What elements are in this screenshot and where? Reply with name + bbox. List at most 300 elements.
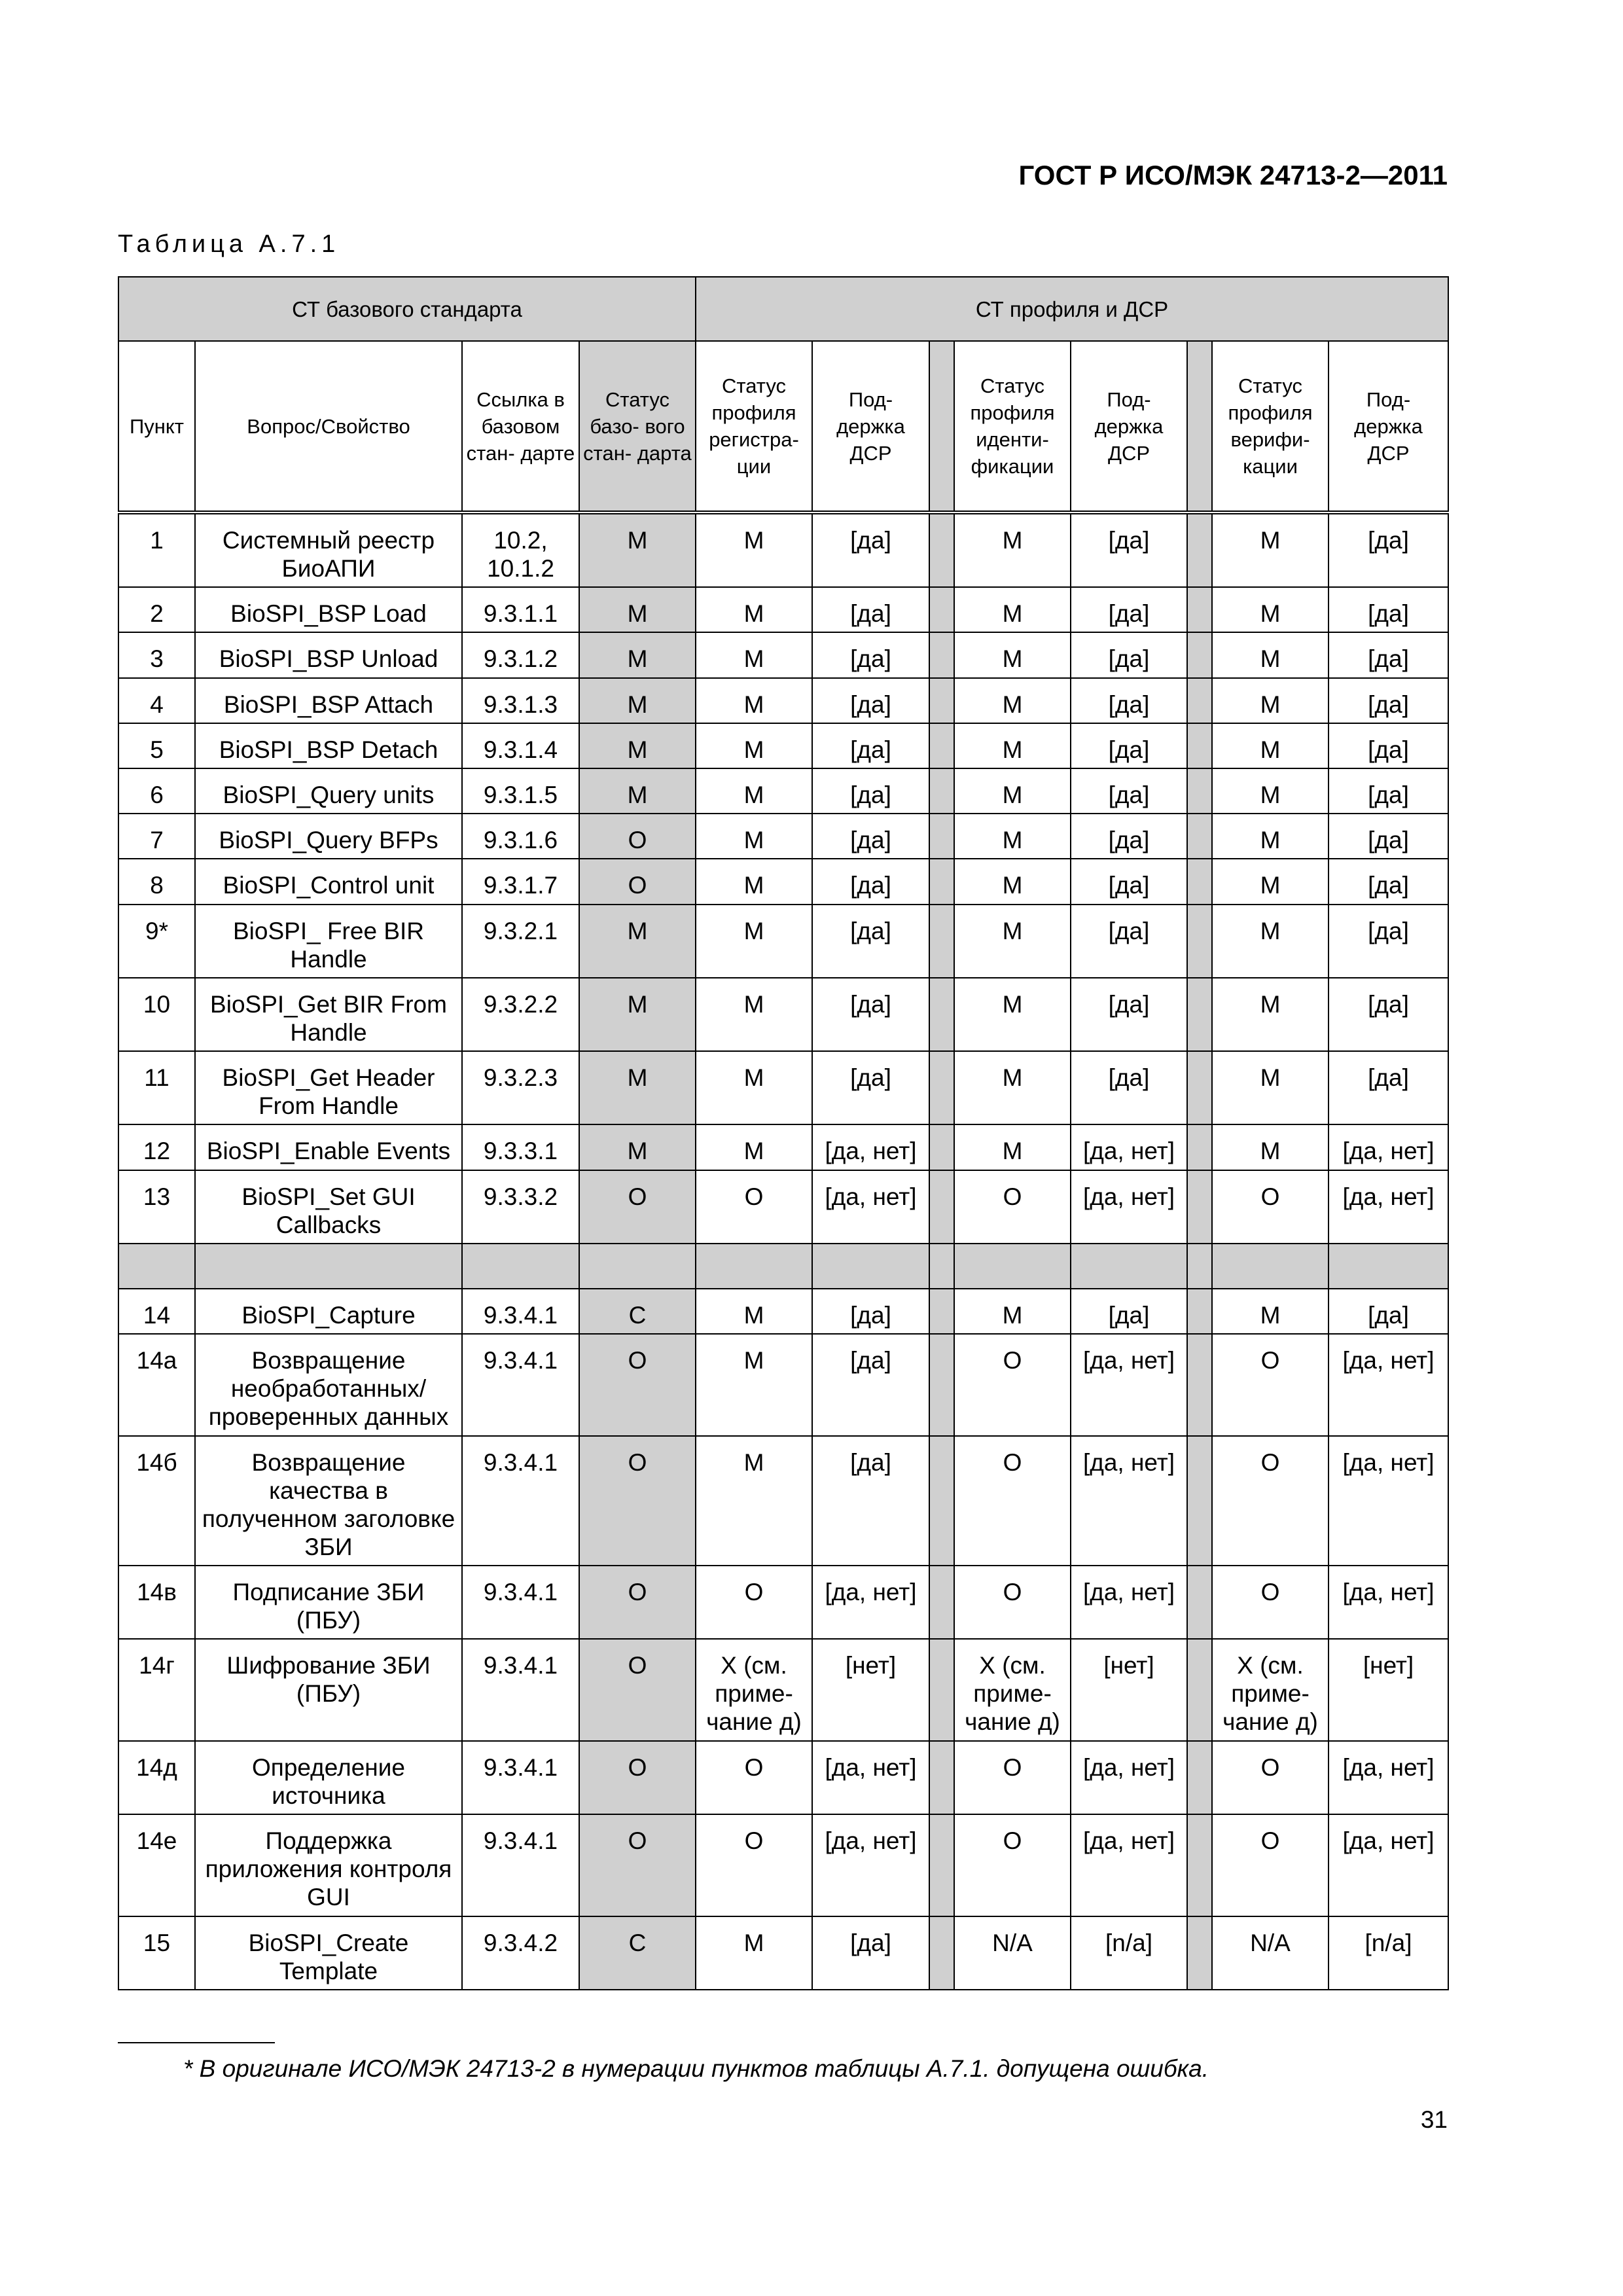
cell-spacer: [929, 1436, 954, 1566]
cell-registration-support: [да]: [812, 978, 929, 1051]
table-row: [118, 1566, 1448, 1639]
cell-verification-support: [да, нет]: [1329, 1170, 1448, 1244]
cell-spacer: [1187, 1051, 1212, 1124]
cell-reference: 9.3.1.6: [462, 814, 579, 859]
cell-spacer: [929, 1051, 954, 1124]
cell-question: BioSPI_BSP Load: [195, 587, 462, 632]
cell-spacer: [929, 1916, 954, 1990]
cell-base-status: [579, 1244, 696, 1289]
cell-spacer: [1187, 512, 1212, 587]
cell-verification-status: O: [1212, 1170, 1329, 1244]
cell-registration-status: M: [696, 1334, 812, 1435]
cell-spacer: [1187, 1436, 1212, 1566]
cell-registration-support: [да]: [812, 768, 929, 814]
cell-identification-status: M: [954, 859, 1071, 904]
cell-reference: 9.3.4.1: [462, 1741, 579, 1814]
cell-verification-status: N/A: [1212, 1916, 1329, 1990]
cell-identification-status: M: [954, 768, 1071, 814]
cell-identification-support: [да]: [1071, 905, 1187, 978]
cell-registration-support: [да, нет]: [812, 1814, 929, 1916]
cell-identification-support: [да]: [1071, 814, 1187, 859]
cell-base-status: O: [579, 1814, 696, 1916]
cell-base-status: C: [579, 1289, 696, 1334]
cell-spacer: [929, 1639, 954, 1740]
cell-question: BioSPI_BSP Unload: [195, 632, 462, 677]
cell-question: BioSPI_Control unit: [195, 859, 462, 904]
cell-identification-support: [1071, 1244, 1187, 1289]
cell-item: 2: [118, 587, 195, 632]
cell-question: BioSPI_Get BIR From Handle: [195, 978, 462, 1051]
cell-registration-status: M: [696, 905, 812, 978]
cell-spacer: [1187, 1170, 1212, 1244]
cell-registration-support: [нет]: [812, 1639, 929, 1740]
cell-identification-support: [да]: [1071, 632, 1187, 677]
cell-item: 14б: [118, 1436, 195, 1566]
table-row: [118, 1916, 1448, 1990]
cell-question: BioSPI_Get Header From Handle: [195, 1051, 462, 1124]
cell-registration-status: M: [696, 678, 812, 723]
table-row: [118, 678, 1448, 723]
cell-verification-status: O: [1212, 1741, 1329, 1814]
cell-question: Подписание ЗБИ (ПБУ): [195, 1566, 462, 1639]
cell-item: 14в: [118, 1566, 195, 1639]
cell-reference: 10.2, 10.1.2: [462, 512, 579, 587]
cell-identification-status: M: [954, 512, 1071, 587]
cell-item: [118, 1244, 195, 1289]
cell-base-status: M: [579, 587, 696, 632]
cell-spacer: [1187, 678, 1212, 723]
cell-registration-status: O: [696, 1566, 812, 1639]
cell-identification-status: M: [954, 978, 1071, 1051]
cell-item: 9*: [118, 905, 195, 978]
cell-spacer: [929, 512, 954, 587]
cell-verification-status: [1212, 1244, 1329, 1289]
cell-base-status: O: [579, 814, 696, 859]
cell-registration-support: [да]: [812, 1916, 929, 1990]
cell-spacer: [929, 1170, 954, 1244]
cell-identification-support: [да]: [1071, 723, 1187, 768]
cell-verification-status: M: [1212, 978, 1329, 1051]
document-header: ГОСТ Р ИСО/МЭК 24713-2—2011: [1018, 160, 1448, 190]
cell-spacer: [929, 1334, 954, 1435]
cell-question: BioSPI_BSP Attach: [195, 678, 462, 723]
cell-spacer: [929, 814, 954, 859]
cell-verification-status: M: [1212, 859, 1329, 904]
col-header-registration-status: Статус профиля регистра- ции: [696, 341, 812, 512]
cell-identification-support: [n/a]: [1071, 1916, 1187, 1990]
cell-question: Определение источника: [195, 1741, 462, 1814]
cell-registration-support: [да]: [812, 859, 929, 904]
cell-registration-status: M: [696, 859, 812, 904]
cell-verification-support: [да]: [1329, 905, 1448, 978]
cell-verification-support: [нет]: [1329, 1639, 1448, 1740]
cell-reference: 9.3.4.1: [462, 1566, 579, 1639]
table-row: [118, 814, 1448, 859]
cell-verification-status: M: [1212, 678, 1329, 723]
cell-spacer: [929, 1814, 954, 1916]
cell-identification-support: [да, нет]: [1071, 1124, 1187, 1170]
cell-base-status: O: [579, 1170, 696, 1244]
footnote-divider: [118, 2042, 275, 2043]
cell-question: Возвращение качества в полученном заголовке ЗБИ: [195, 1436, 462, 1566]
cell-question: BioSPI_BSP Detach: [195, 723, 462, 768]
cell-base-status: M: [579, 678, 696, 723]
cell-verification-support: [да]: [1329, 768, 1448, 814]
cell-item: 8: [118, 859, 195, 904]
cell-registration-status: M: [696, 978, 812, 1051]
cell-base-status: O: [579, 1741, 696, 1814]
cell-reference: 9.3.3.2: [462, 1170, 579, 1244]
cell-identification-support: [да]: [1071, 859, 1187, 904]
cell-base-status: M: [579, 723, 696, 768]
cell-registration-support: [да]: [812, 587, 929, 632]
cell-verification-support: [да]: [1329, 678, 1448, 723]
cell-registration-status: M: [696, 1436, 812, 1566]
cell-registration-status: M: [696, 512, 812, 587]
cell-identification-support: [да]: [1071, 978, 1187, 1051]
table-row: [118, 1170, 1448, 1244]
cell-registration-support: [да]: [812, 632, 929, 677]
group-header-profile: СТ профиля и ДСР: [696, 277, 1448, 341]
cell-verification-support: [да]: [1329, 1289, 1448, 1334]
cell-base-status: M: [579, 1124, 696, 1170]
cell-reference: 9.3.1.1: [462, 587, 579, 632]
cell-item: 10: [118, 978, 195, 1051]
cell-spacer: [1187, 768, 1212, 814]
cell-registration-status: [696, 1244, 812, 1289]
cell-registration-status: M: [696, 814, 812, 859]
cell-spacer: [929, 859, 954, 904]
cell-base-status: C: [579, 1916, 696, 1990]
cell-base-status: M: [579, 512, 696, 587]
cell-spacer: [929, 1244, 954, 1289]
cell-registration-support: [да, нет]: [812, 1566, 929, 1639]
cell-spacer: [1187, 723, 1212, 768]
table-row: [118, 768, 1448, 814]
col-header-registration-support: Под- держка ДСР: [812, 341, 929, 512]
cell-identification-status: M: [954, 678, 1071, 723]
cell-question: [195, 1244, 462, 1289]
cell-identification-support: [да]: [1071, 1289, 1187, 1334]
cell-registration-support: [да, нет]: [812, 1741, 929, 1814]
cell-reference: 9.3.1.7: [462, 859, 579, 904]
col-header-identification-status: Статус профиля иденти- фикации: [954, 341, 1071, 512]
table-row: [118, 512, 1448, 587]
cell-item: 14е: [118, 1814, 195, 1916]
cell-question: Поддержка приложения контроля GUI: [195, 1814, 462, 1916]
cell-spacer: [929, 1566, 954, 1639]
cell-base-status: M: [579, 768, 696, 814]
cell-spacer: [929, 1124, 954, 1170]
conformance-table: [118, 276, 1449, 1990]
cell-verification-status: M: [1212, 814, 1329, 859]
cell-registration-status: X (см. приме- чание д): [696, 1639, 812, 1740]
cell-registration-status: M: [696, 723, 812, 768]
cell-base-status: M: [579, 978, 696, 1051]
cell-reference: 9.3.3.1: [462, 1124, 579, 1170]
cell-spacer: [1187, 1244, 1212, 1289]
footnote: * В оригинале ИСО/МЭК 24713-2 в нумерации пунктов таблицы А.7.1. допущена ошибка.: [183, 2055, 1209, 2082]
cell-registration-support: [да]: [812, 1334, 929, 1435]
cell-verification-support: [да, нет]: [1329, 1334, 1448, 1435]
table-row: [118, 723, 1448, 768]
cell-identification-support: [да, нет]: [1071, 1170, 1187, 1244]
table-row: [118, 1639, 1448, 1740]
cell-verification-status: X (см. приме- чание д): [1212, 1639, 1329, 1740]
cell-base-status: O: [579, 1334, 696, 1435]
cell-item: 11: [118, 1051, 195, 1124]
cell-reference: 9.3.4.1: [462, 1289, 579, 1334]
cell-base-status: O: [579, 859, 696, 904]
cell-item: 12: [118, 1124, 195, 1170]
cell-identification-status: O: [954, 1566, 1071, 1639]
cell-registration-support: [да]: [812, 814, 929, 859]
cell-registration-support: [да]: [812, 1051, 929, 1124]
cell-verification-support: [да]: [1329, 859, 1448, 904]
col-header-reference: Ссылка в базовом стан- дарте: [462, 341, 579, 512]
cell-spacer: [929, 1741, 954, 1814]
table-row: [118, 1436, 1448, 1566]
cell-verification-support: [да, нет]: [1329, 1566, 1448, 1639]
cell-item: 14г: [118, 1639, 195, 1740]
cell-base-status: M: [579, 632, 696, 677]
table-row: [118, 978, 1448, 1051]
cell-question: Системный реестр БиоАПИ: [195, 512, 462, 587]
cell-item: 4: [118, 678, 195, 723]
cell-verification-status: O: [1212, 1436, 1329, 1566]
cell-question: BioSPI_Query units: [195, 768, 462, 814]
table-section-band: [118, 1244, 1448, 1289]
cell-reference: 9.3.2.1: [462, 905, 579, 978]
table-row: [118, 632, 1448, 677]
cell-identification-support: [да, нет]: [1071, 1741, 1187, 1814]
cell-spacer: [1187, 859, 1212, 904]
cell-identification-status: O: [954, 1334, 1071, 1435]
cell-reference: 9.3.2.3: [462, 1051, 579, 1124]
cell-identification-status: M: [954, 905, 1071, 978]
cell-identification-status: M: [954, 1051, 1071, 1124]
cell-registration-support: [812, 1244, 929, 1289]
cell-identification-support: [да]: [1071, 1051, 1187, 1124]
page-number: 31: [1420, 2106, 1448, 2133]
cell-verification-support: [да]: [1329, 814, 1448, 859]
cell-spacer: [1187, 1334, 1212, 1435]
cell-verification-status: M: [1212, 1289, 1329, 1334]
cell-spacer: [1187, 1566, 1212, 1639]
cell-verification-support: [да]: [1329, 723, 1448, 768]
cell-registration-status: M: [696, 1916, 812, 1990]
cell-registration-status: M: [696, 768, 812, 814]
col-header-base-status: Статус базо- вого стан- дарта: [579, 341, 696, 512]
cell-identification-status: M: [954, 1289, 1071, 1334]
cell-verification-support: [да, нет]: [1329, 1124, 1448, 1170]
cell-spacer: [1187, 1741, 1212, 1814]
cell-registration-support: [да]: [812, 905, 929, 978]
cell-registration-support: [да]: [812, 678, 929, 723]
cell-identification-status: M: [954, 814, 1071, 859]
col-header-identification-support: Под- держка ДСР: [1071, 341, 1187, 512]
cell-identification-status: M: [954, 723, 1071, 768]
cell-registration-status: M: [696, 1289, 812, 1334]
cell-base-status: O: [579, 1566, 696, 1639]
table-row: [118, 905, 1448, 978]
cell-registration-status: M: [696, 587, 812, 632]
cell-verification-support: [да]: [1329, 632, 1448, 677]
cell-verification-status: M: [1212, 1124, 1329, 1170]
cell-verification-status: M: [1212, 768, 1329, 814]
cell-identification-support: [да, нет]: [1071, 1814, 1187, 1916]
cell-spacer: [929, 978, 954, 1051]
cell-spacer: [1187, 905, 1212, 978]
table-row: [118, 1741, 1448, 1814]
cell-question: BioSPI_ Free BIR Handle: [195, 905, 462, 978]
cell-identification-support: [да, нет]: [1071, 1436, 1187, 1566]
cell-registration-support: [да, нет]: [812, 1170, 929, 1244]
cell-spacer: [929, 587, 954, 632]
cell-identification-support: [да]: [1071, 587, 1187, 632]
cell-item: 6: [118, 768, 195, 814]
cell-verification-status: M: [1212, 512, 1329, 587]
cell-item: 13: [118, 1170, 195, 1244]
cell-spacer: [1187, 1289, 1212, 1334]
cell-verification-support: [1329, 1244, 1448, 1289]
cell-reference: 9.3.4.1: [462, 1639, 579, 1740]
cell-spacer: [1187, 1916, 1212, 1990]
cell-registration-status: O: [696, 1741, 812, 1814]
cell-reference: 9.3.4.1: [462, 1814, 579, 1916]
cell-identification-support: [да]: [1071, 678, 1187, 723]
col-header-item: Пункт: [118, 341, 195, 512]
cell-reference: 9.3.1.4: [462, 723, 579, 768]
cell-verification-support: [да]: [1329, 978, 1448, 1051]
cell-spacer: [1187, 978, 1212, 1051]
cell-identification-status: O: [954, 1741, 1071, 1814]
cell-question: BioSPI_Set GUI Callbacks: [195, 1170, 462, 1244]
cell-verification-support: [да, нет]: [1329, 1741, 1448, 1814]
cell-spacer: [1187, 632, 1212, 677]
cell-question: BioSPI_Query BFPs: [195, 814, 462, 859]
col-header-question: Вопрос/Свойство: [195, 341, 462, 512]
cell-item: 7: [118, 814, 195, 859]
cell-spacer: [929, 1289, 954, 1334]
cell-registration-status: M: [696, 632, 812, 677]
cell-spacer: [1187, 1814, 1212, 1916]
cell-item: 14а: [118, 1334, 195, 1435]
cell-identification-status: [954, 1244, 1071, 1289]
cell-verification-support: [да]: [1329, 512, 1448, 587]
cell-verification-status: M: [1212, 1051, 1329, 1124]
table-row: [118, 1334, 1448, 1435]
cell-spacer: [929, 678, 954, 723]
cell-identification-status: O: [954, 1436, 1071, 1566]
cell-spacer: [929, 768, 954, 814]
cell-registration-support: [да]: [812, 723, 929, 768]
cell-base-status: O: [579, 1436, 696, 1566]
cell-verification-status: M: [1212, 905, 1329, 978]
cell-reference: 9.3.4.2: [462, 1916, 579, 1990]
cell-registration-status: O: [696, 1170, 812, 1244]
cell-registration-status: M: [696, 1051, 812, 1124]
cell-spacer: [1187, 1124, 1212, 1170]
cell-registration-support: [да]: [812, 1436, 929, 1566]
cell-spacer: [929, 905, 954, 978]
cell-identification-support: [да, нет]: [1071, 1334, 1187, 1435]
table-row: [118, 859, 1448, 904]
cell-identification-support: [да, нет]: [1071, 1566, 1187, 1639]
cell-verification-status: M: [1212, 723, 1329, 768]
cell-item: 3: [118, 632, 195, 677]
cell-registration-support: [да]: [812, 1289, 929, 1334]
col-spacer: [929, 341, 954, 512]
cell-question: BioSPI_Create Template: [195, 1916, 462, 1990]
cell-verification-support: [да, нет]: [1329, 1436, 1448, 1566]
cell-identification-status: O: [954, 1170, 1071, 1244]
cell-question: BioSPI_Capture: [195, 1289, 462, 1334]
cell-identification-status: O: [954, 1814, 1071, 1916]
table-row: [118, 1289, 1448, 1334]
cell-verification-status: M: [1212, 632, 1329, 677]
cell-reference: 9.3.1.3: [462, 678, 579, 723]
cell-verification-status: O: [1212, 1566, 1329, 1639]
cell-item: 14д: [118, 1741, 195, 1814]
cell-identification-status: X (см. приме- чание д): [954, 1639, 1071, 1740]
cell-identification-status: M: [954, 1124, 1071, 1170]
cell-reference: [462, 1244, 579, 1289]
table-row: [118, 1124, 1448, 1170]
cell-verification-support: [да]: [1329, 587, 1448, 632]
cell-identification-status: M: [954, 587, 1071, 632]
cell-base-status: M: [579, 1051, 696, 1124]
cell-base-status: O: [579, 1639, 696, 1740]
cell-verification-status: M: [1212, 587, 1329, 632]
cell-spacer: [1187, 814, 1212, 859]
cell-identification-status: M: [954, 632, 1071, 677]
cell-question: Возвращение необработанных/ проверенных данных: [195, 1334, 462, 1435]
cell-reference: 9.3.1.5: [462, 768, 579, 814]
cell-item: 14: [118, 1289, 195, 1334]
cell-registration-support: [да]: [812, 512, 929, 587]
cell-reference: 9.3.2.2: [462, 978, 579, 1051]
cell-spacer: [1187, 587, 1212, 632]
group-header-base: СТ базового стандарта: [118, 277, 696, 341]
table-row: [118, 1814, 1448, 1916]
cell-verification-status: O: [1212, 1334, 1329, 1435]
cell-item: 1: [118, 512, 195, 587]
cell-registration-support: [да, нет]: [812, 1124, 929, 1170]
cell-spacer: [1187, 1639, 1212, 1740]
cell-registration-status: M: [696, 1124, 812, 1170]
cell-identification-support: [да]: [1071, 512, 1187, 587]
col-spacer: [1187, 341, 1212, 512]
cell-base-status: M: [579, 905, 696, 978]
col-header-verification-status: Статус профиля верифи- кации: [1212, 341, 1329, 512]
cell-item: 5: [118, 723, 195, 768]
table-caption: Таблица А.7.1: [118, 230, 340, 258]
cell-identification-support: [да]: [1071, 768, 1187, 814]
cell-item: 15: [118, 1916, 195, 1990]
cell-reference: 9.3.1.2: [462, 632, 579, 677]
cell-verification-support: [да]: [1329, 1051, 1448, 1124]
cell-question: Шифрование ЗБИ (ПБУ): [195, 1639, 462, 1740]
cell-question: BioSPI_Enable Events: [195, 1124, 462, 1170]
cell-verification-status: O: [1212, 1814, 1329, 1916]
cell-verification-support: [да, нет]: [1329, 1814, 1448, 1916]
cell-reference: 9.3.4.1: [462, 1436, 579, 1566]
table-row: [118, 1051, 1448, 1124]
cell-identification-support: [нет]: [1071, 1639, 1187, 1740]
cell-registration-status: O: [696, 1814, 812, 1916]
table-row: [118, 587, 1448, 632]
